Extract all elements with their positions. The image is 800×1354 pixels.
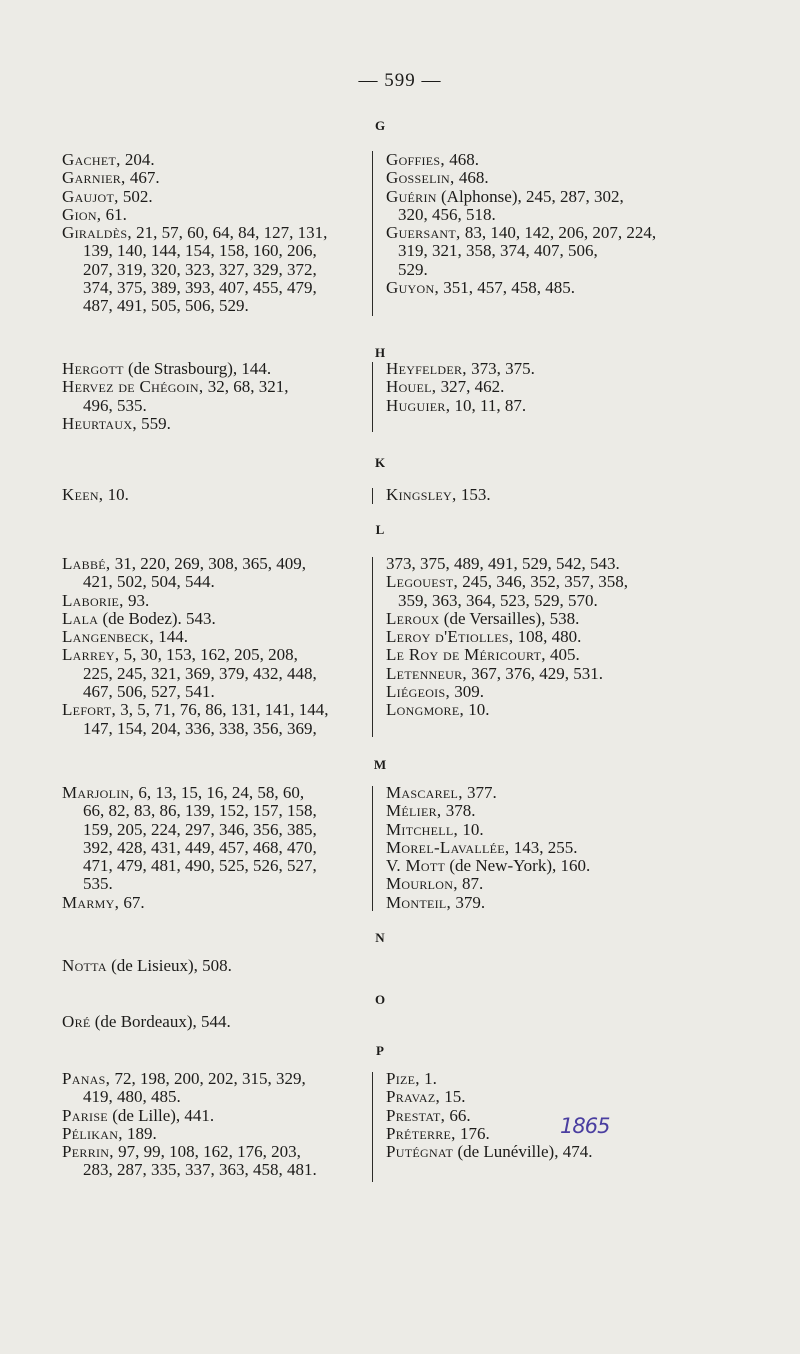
entry-refs: (de Lunéville), 474. [457, 1142, 593, 1162]
section-l-right [386, 555, 698, 720]
section-h-right [386, 360, 698, 415]
entry-refs: 31, 220, 269, 308, 365, 409, [114, 554, 306, 573]
entry-name: Letenneur, [386, 663, 467, 683]
section-p-left [62, 1070, 362, 1180]
index-entry [62, 486, 362, 504]
index-entry [62, 610, 362, 628]
entry-name: Lala [62, 608, 99, 628]
column-divider [372, 786, 373, 911]
column-divider [372, 151, 373, 316]
entry-name: Marjolin, [62, 783, 135, 802]
entry-refs-continued: 374, 375, 389, 393, 407, 455, 479, [83, 278, 317, 298]
entry-refs-continued: 467, 506, 527, 541. [83, 682, 215, 702]
entry-name: Langenbeck, [62, 627, 154, 647]
entry-name: Monteil, [386, 892, 452, 912]
entry-name: Morel-Lavallée, [386, 837, 510, 857]
index-entry [386, 610, 698, 628]
entry-name: Keen, [62, 485, 104, 504]
section-m-left [62, 784, 362, 912]
index-entry [386, 1107, 698, 1125]
entry-name: Huguier, [386, 395, 451, 415]
entry-refs: 66. [449, 1105, 471, 1125]
index-entry [62, 378, 362, 415]
section-g-left [62, 151, 362, 316]
index-entry [386, 397, 698, 415]
entry-refs: (de New-York), 160. [449, 856, 591, 876]
index-entry [62, 188, 362, 206]
index-entry [386, 646, 698, 664]
index-entry [386, 1125, 698, 1143]
index-entry [386, 151, 698, 169]
index-entry [62, 206, 362, 224]
entry-refs: 245, 346, 352, 357, 358, [462, 572, 628, 592]
index-entry [62, 1070, 362, 1107]
entry-name: Pravaz, [386, 1087, 441, 1107]
index-entry [62, 1143, 362, 1180]
index-entry [386, 279, 698, 297]
entry-refs-continued: 529. [398, 259, 428, 279]
entry-refs: (de Lille), 441. [112, 1105, 215, 1125]
entry-refs: 559. [141, 413, 171, 433]
index-entry [386, 1070, 698, 1088]
entry-name: Gion, [62, 204, 102, 224]
entry-refs: 10. [107, 485, 129, 504]
page-number: — 599 — [358, 70, 442, 91]
entry-refs-continued: 225, 245, 321, 369, 379, 432, 448, [83, 663, 317, 683]
index-entry [386, 224, 698, 279]
entry-refs: 176. [460, 1123, 490, 1143]
index-entry [62, 360, 362, 378]
section-letter-p: P [376, 1043, 384, 1058]
entry-name: Heyfelder, [386, 359, 467, 378]
index-entry [62, 628, 362, 646]
entry-name: Gachet, [62, 150, 121, 169]
entry-name: Pize, [386, 1069, 420, 1088]
entry-name: Mourlon, [386, 874, 458, 894]
entry-refs: 143, 255. [513, 837, 578, 857]
entry-refs: 6, 13, 15, 16, 24, 58, 60, [138, 783, 305, 802]
index-entry [386, 1088, 698, 1106]
entry-name: Labbé, [62, 554, 111, 573]
entry-refs: 373, 375. [471, 359, 535, 378]
entry-refs: 93. [127, 590, 150, 610]
entry-name: Perrin, [62, 1142, 114, 1162]
entry-name: Mélier, [386, 801, 442, 821]
handwritten-year-note: 1865 [560, 1114, 610, 1138]
index-entry [386, 360, 698, 378]
entry-refs-continued: 487, 491, 505, 506, 529. [83, 296, 249, 316]
entry-refs: 373, 375, 489, 491, 529, 542, 543. [386, 554, 620, 573]
entry-name: Marmy, [62, 892, 120, 912]
index-entry [62, 1013, 682, 1031]
section-m-right [386, 784, 698, 912]
entry-name: Parise [62, 1105, 108, 1125]
entry-refs: 83, 140, 142, 206, 207, 224, [464, 223, 657, 243]
entry-name: Heurtaux, [62, 413, 137, 433]
entry-refs: (de Versailles), 538. [443, 608, 580, 628]
index-entry [62, 555, 362, 592]
entry-refs: (de Bordeaux), 544. [94, 1012, 231, 1031]
entry-name: Houel, [386, 377, 437, 397]
index-entry [62, 592, 362, 610]
entry-name: Hergott [62, 359, 124, 378]
index-entry [62, 151, 362, 169]
section-letter-g: G [374, 118, 386, 133]
column-divider [372, 488, 373, 504]
entry-refs: 467. [129, 168, 160, 188]
index-entry [386, 188, 698, 225]
entry-name: Putégnat [386, 1142, 454, 1162]
index-entry [62, 1107, 362, 1125]
section-letter-l: L [375, 522, 385, 537]
entry-refs: 108, 480. [517, 627, 582, 647]
entry-refs-continued: 320, 456, 518. [398, 204, 496, 224]
index-entry [386, 378, 698, 396]
index-entry [62, 224, 362, 315]
index-entry [386, 875, 698, 893]
entry-refs: 144. [158, 627, 188, 647]
entry-name: Notta [62, 956, 107, 975]
entry-refs: 309. [454, 682, 484, 702]
index-entry [386, 1143, 698, 1161]
entry-refs: 72, 198, 200, 202, 315, 329, [114, 1069, 306, 1088]
section-o-full [62, 1013, 682, 1031]
index-entry [62, 415, 362, 433]
entry-refs: 15. [444, 1087, 466, 1107]
entry-refs: 377. [467, 783, 497, 802]
index-entry [62, 701, 362, 738]
entry-refs: 153. [460, 485, 491, 504]
index-entry [386, 486, 698, 504]
section-letter-n: N [375, 930, 385, 945]
entry-name: Mascarel, [386, 783, 463, 802]
entry-refs-continued: 147, 154, 204, 336, 338, 356, 369, [83, 718, 317, 738]
entry-name: Gaujot, [62, 186, 119, 206]
entry-name: Kingsley, [386, 485, 457, 504]
entry-refs-continued: 496, 535. [83, 395, 147, 415]
entry-name: Goffies, [386, 150, 445, 169]
entry-refs: 367, 376, 429, 531. [471, 663, 603, 683]
index-entry [386, 555, 698, 573]
entry-refs: 87. [462, 874, 484, 894]
column-divider [372, 362, 373, 432]
index-entry [62, 957, 682, 975]
entry-name: Garnier, [62, 168, 126, 188]
index-entry [386, 821, 698, 839]
entry-refs-continued: 419, 480, 485. [83, 1087, 181, 1107]
entry-name: Pélikan, [62, 1123, 123, 1143]
index-entry [386, 857, 698, 875]
entry-refs: 10, 11, 87. [454, 395, 527, 415]
index-entry [386, 683, 698, 701]
index-entry [386, 573, 698, 610]
entry-refs: (de Bodez). 543. [102, 608, 216, 628]
section-l-left [62, 555, 362, 738]
entry-refs-continued: 159, 205, 224, 297, 346, 356, 385, [83, 819, 317, 839]
entry-name: Leroy d'Etiolles, [386, 627, 514, 647]
section-h-left [62, 360, 362, 433]
entry-name: Oré [62, 1012, 91, 1031]
entry-refs: 378. [445, 801, 476, 821]
entry-refs: 21, 57, 60, 64, 84, 127, 131, [136, 223, 328, 243]
entry-name: Gosselin, [386, 168, 455, 188]
entry-refs-continued: 66, 82, 83, 86, 139, 152, 157, 158, [83, 801, 317, 821]
section-n-full [62, 957, 682, 975]
section-k-right [386, 486, 698, 504]
section-letter-k: K [374, 455, 386, 470]
entry-name: Lefort, [62, 700, 117, 720]
section-letter-o: O [374, 992, 386, 1007]
index-entry [386, 784, 698, 802]
entry-refs: 10. [462, 819, 484, 839]
index-entry [386, 665, 698, 683]
entry-name: Mitchell, [386, 819, 459, 839]
entry-refs: (Alphonse), 245, 287, 302, [441, 186, 624, 206]
entry-name: Prestat, [386, 1105, 446, 1125]
entry-name: Legouest, [386, 572, 458, 592]
entry-refs-continued: 471, 479, 481, 490, 525, 526, 527, [83, 856, 317, 876]
entry-refs-continued: 392, 428, 431, 449, 457, 468, 470, [83, 837, 317, 857]
index-entry [62, 1125, 362, 1143]
entry-refs-continued: 535. [83, 874, 113, 894]
section-k-left [62, 486, 362, 504]
entry-refs-continued: 283, 287, 335, 337, 363, 458, 481. [83, 1160, 317, 1180]
entry-name: Panas, [62, 1069, 111, 1088]
index-entry [386, 802, 698, 820]
entry-refs: 32, 68, 321, [207, 377, 289, 397]
entry-refs: 5, 30, 153, 162, 205, 208, [123, 645, 298, 665]
entry-name: V. Mott [386, 856, 446, 876]
index-entry [62, 894, 362, 912]
index-entry [386, 839, 698, 857]
index-entry [386, 628, 698, 646]
entry-refs-continued: 359, 363, 364, 523, 529, 570. [398, 590, 598, 610]
entry-refs: 189. [127, 1123, 157, 1143]
entry-name: Leroux [386, 608, 440, 628]
entry-name: Le Roy de Méricourt, [386, 645, 546, 665]
entry-name: Guyon, [386, 278, 439, 298]
entry-refs: 379. [455, 892, 486, 912]
entry-refs: 468. [449, 150, 479, 169]
entry-refs: 468. [458, 168, 489, 188]
entry-refs: 327, 462. [440, 377, 505, 397]
section-g-right [386, 151, 698, 297]
entry-refs-continued: 421, 502, 504, 544. [83, 572, 215, 592]
entry-name: Préterre, [386, 1123, 456, 1143]
column-divider [372, 1072, 373, 1182]
section-letter-h: H [374, 345, 386, 360]
entry-name: Hervez de Chégoin, [62, 377, 204, 397]
entry-refs: 1. [424, 1069, 437, 1088]
index-entry [62, 169, 362, 187]
index-entry [386, 701, 698, 719]
entry-refs-continued: 319, 321, 358, 374, 407, 506, [398, 241, 598, 261]
entry-refs: 502. [122, 186, 153, 206]
entry-refs: (de Lisieux), 508. [111, 956, 232, 975]
index-entry [62, 646, 362, 701]
entry-refs: 204. [124, 150, 155, 169]
entry-refs-continued: 207, 319, 320, 323, 327, 329, 372, [83, 259, 317, 279]
section-letter-m: M [373, 757, 387, 772]
entry-name: Guérin [386, 186, 437, 206]
entry-refs: 97, 99, 108, 162, 176, 203, [118, 1142, 301, 1162]
column-divider [372, 557, 373, 737]
entry-refs: 61. [105, 204, 127, 224]
section-p-right [386, 1070, 698, 1161]
entry-refs: 351, 457, 458, 485. [443, 278, 575, 298]
entry-refs: 67. [123, 892, 145, 912]
entry-name: Laborie, [62, 590, 124, 610]
entry-name: Liégeois, [386, 682, 450, 702]
entry-refs: 10. [468, 700, 490, 720]
entry-refs: 405. [550, 645, 580, 665]
index-entry [386, 894, 698, 912]
entry-name: Giraldès, [62, 223, 132, 243]
index-entry [386, 169, 698, 187]
entry-name: Longmore, [386, 700, 465, 720]
entry-refs: 3, 5, 71, 76, 86, 131, 141, 144, [120, 700, 329, 720]
entry-name: Larrey, [62, 645, 120, 665]
index-entry [62, 784, 362, 894]
entry-name: Guersant, [386, 223, 461, 243]
entry-refs-continued: 139, 140, 144, 154, 158, 160, 206, [83, 241, 317, 261]
entry-refs: (de Strasbourg), 144. [127, 359, 272, 378]
